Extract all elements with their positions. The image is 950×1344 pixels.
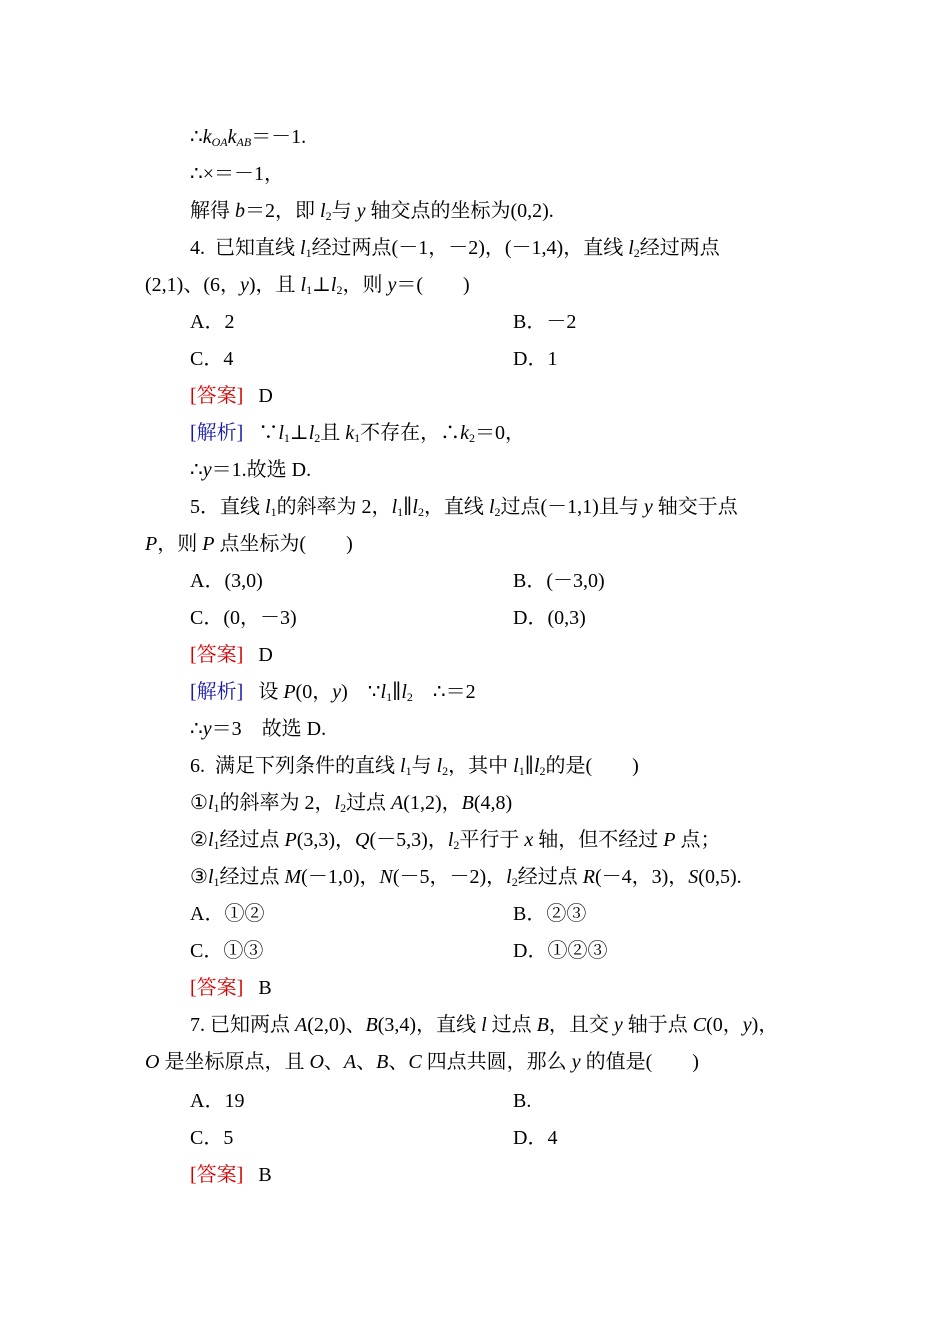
q6-option-b: B．②③ (513, 903, 587, 925)
analysis-tag: [解析] (190, 422, 244, 444)
question-7-stem-cont: O 是坐标原点，且 O、A、B、C 四点共圆，那么 y 的值是( ) (145, 1051, 699, 1073)
q6-answer (190, 975, 272, 1001)
question-6-stem: 6. 满足下列条件的直线 $l_1$与 $l_2$，其中 $l_1\parallel l_2$的是( ) (190, 755, 639, 778)
q5-option-b: B．(－3,0) (513, 570, 605, 592)
q6-option-d: D．①②③ (513, 940, 608, 962)
answer-value: B (258, 977, 272, 999)
question-4-stem: 4. 已知直线 $l_1$经过两点(－1，－2)，(－1,4)，直线 $l_2$经过两点 (190, 237, 720, 260)
q4-option-d: D．1 (513, 348, 558, 370)
answer-value: B (258, 1164, 272, 1186)
q6-condition-3: $③l_1$经过点 M(－1,0)，N(－5，－2)，$l_2$经过点 R(－4，3)，S(0,5). (190, 866, 742, 889)
q7-option-a: A．19 (190, 1090, 245, 1112)
q4-answer (190, 383, 273, 409)
answer-tag: [答案] (190, 385, 244, 407)
question-5-stem-cont: P，则 P 点坐标为( ) (145, 533, 353, 555)
q4-option-b: B．－2 (513, 311, 577, 333)
question-4-stem-cont: (2,1)、(6，y)，且 $l_1\perp l_2$，则 y＝( ) (145, 274, 470, 297)
q4-analysis-cont: ∴y＝1.故选 D. (190, 459, 312, 481)
q5-option-d: D．(0,3) (513, 607, 586, 629)
q5-option-c: C．(0，－3) (190, 607, 297, 629)
q6-condition-2: $②l_1$经过点 P(3,3)，Q(－5,3)，$l_2$平行于 x 轴，但不经过 P 点； (190, 829, 721, 852)
solution-line-1: $\therefore k_{OA}k_{AB}=-1$. (190, 126, 307, 149)
q5-analysis: [解析] 设 P(0，y) $\because l_1\parallel l_2$ ∴＝2 (190, 681, 476, 704)
answer-value: D (258, 385, 273, 407)
q5-option-a: A．(3,0) (190, 570, 263, 592)
answer-tag: [答案] (190, 977, 244, 999)
answer-value: D (258, 644, 273, 666)
analysis-tag: [解析] (190, 681, 244, 703)
line-text: ∴×＝－1， (190, 163, 285, 185)
q4-analysis: [解析] $\because l_1\perp l_2$且 $k_1$不存在，$\therefore k_2=0$， (190, 422, 526, 445)
q7-option-b: B. (513, 1090, 532, 1112)
q4-option-c: C．4 (190, 348, 234, 370)
question-7-stem: 7. 已知两点 A(2,0)、B(3,4)，直线 l 过点 B，且交 y 轴于点 C(0，y)， (190, 1014, 779, 1036)
q6-option-a: A．①② (190, 903, 265, 925)
solution-line-3: 解得 b＝2，即 $l_2$与 y 轴交点的坐标为(0,2). (190, 200, 554, 223)
q5-analysis-cont: ∴y＝3 故选 D. (190, 718, 327, 740)
answer-tag: [答案] (190, 1164, 244, 1186)
q7-option-d: D．4 (513, 1127, 558, 1149)
q7-answer (190, 1162, 272, 1188)
question-5-stem: 5．直线 $l_1$的斜率为 2，$l_1\parallel l_2$，直线 $l_2$过点(－1,1)且与 y 轴交于点 (190, 496, 738, 519)
q6-condition-1: $①l_1$的斜率为 2，$l_2$过点 A(1,2)，B(4,8) (190, 792, 513, 815)
q7-option-c: C．5 (190, 1127, 234, 1149)
q4-option-a: A．2 (190, 311, 235, 333)
answer-tag: [答案] (190, 644, 244, 666)
solution-line-2 (190, 161, 284, 187)
q6-option-c: C．①③ (190, 940, 264, 962)
q5-answer (190, 642, 273, 668)
